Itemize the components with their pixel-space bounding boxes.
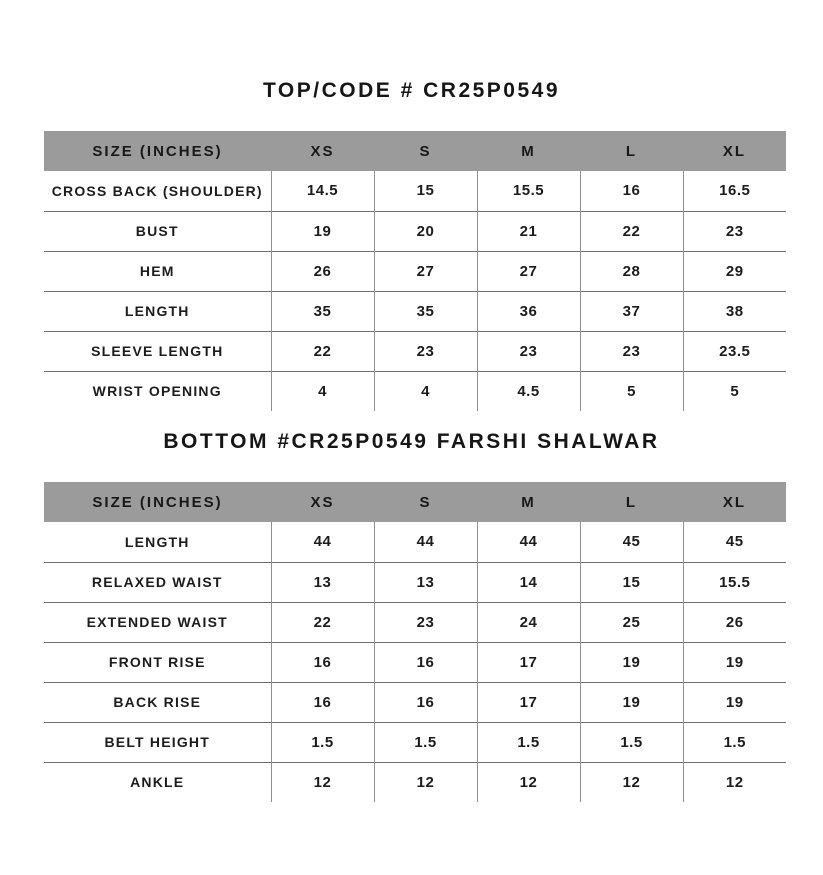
table-row xyxy=(44,171,786,211)
value-cell: 1.5 xyxy=(271,722,374,762)
value-cell: 44 xyxy=(271,522,374,562)
value-cell: 17 xyxy=(477,682,580,722)
value-cell: 27 xyxy=(374,251,477,291)
header-cell-m: M xyxy=(477,131,580,171)
value-cell: 14.5 xyxy=(271,171,374,211)
value-cell: 1.5 xyxy=(683,722,786,762)
row-label: SLEEVE LENGTH xyxy=(44,331,271,371)
header-cell-xs: XS xyxy=(271,482,374,522)
value-cell: 16 xyxy=(580,171,683,211)
value-cell: 13 xyxy=(271,562,374,602)
value-cell: 15.5 xyxy=(683,562,786,602)
value-cell: 20 xyxy=(374,211,477,251)
row-label: LENGTH xyxy=(44,522,271,562)
value-cell: 13 xyxy=(374,562,477,602)
header-cell-xl: XL xyxy=(683,131,786,171)
table-row xyxy=(44,762,786,802)
header-cell-size-inches: SIZE (INCHES) xyxy=(44,482,271,522)
header-cell-xs: XS xyxy=(271,131,374,171)
value-cell: 12 xyxy=(477,762,580,802)
value-cell: 19 xyxy=(271,211,374,251)
value-cell: 35 xyxy=(271,291,374,331)
bottom-section-title: BOTTOM #CR25P0549 FARSHI SHALWAR xyxy=(163,430,660,453)
row-label: HEM xyxy=(44,251,271,291)
value-cell: 28 xyxy=(580,251,683,291)
value-cell: 1.5 xyxy=(374,722,477,762)
table-row xyxy=(44,291,786,331)
table-row xyxy=(44,211,786,251)
bottom-size-section xyxy=(0,411,823,802)
value-cell: 38 xyxy=(683,291,786,331)
header-cell-s: S xyxy=(374,131,477,171)
table-row xyxy=(44,562,786,602)
value-cell: 37 xyxy=(580,291,683,331)
table-row xyxy=(44,642,786,682)
value-cell: 12 xyxy=(580,762,683,802)
value-cell: 23.5 xyxy=(683,331,786,371)
value-cell: 16 xyxy=(374,682,477,722)
value-cell: 44 xyxy=(374,522,477,562)
value-cell: 23 xyxy=(374,602,477,642)
header-cell-l: L xyxy=(580,131,683,171)
table-row xyxy=(44,371,786,411)
value-cell: 22 xyxy=(271,602,374,642)
value-cell: 45 xyxy=(683,522,786,562)
value-cell: 4 xyxy=(374,371,477,411)
value-cell: 23 xyxy=(477,331,580,371)
value-cell: 1.5 xyxy=(580,722,683,762)
value-cell: 44 xyxy=(477,522,580,562)
table-row xyxy=(44,682,786,722)
row-label: FRONT RISE xyxy=(44,642,271,682)
row-label: BELT HEIGHT xyxy=(44,722,271,762)
header-cell-s: S xyxy=(374,482,477,522)
value-cell: 14 xyxy=(477,562,580,602)
row-label: EXTENDED WAIST xyxy=(44,602,271,642)
table-row xyxy=(44,251,786,291)
value-cell: 26 xyxy=(683,602,786,642)
value-cell: 16.5 xyxy=(683,171,786,211)
value-cell: 19 xyxy=(580,642,683,682)
value-cell: 23 xyxy=(683,211,786,251)
value-cell: 15 xyxy=(580,562,683,602)
value-cell: 23 xyxy=(580,331,683,371)
table-row xyxy=(44,722,786,762)
bottom-size-table xyxy=(44,482,786,802)
value-cell: 15 xyxy=(374,171,477,211)
size-table-header-row xyxy=(44,131,786,171)
header-cell-size-inches: SIZE (INCHES) xyxy=(44,131,271,171)
value-cell: 1.5 xyxy=(477,722,580,762)
header-cell-xl: XL xyxy=(683,482,786,522)
table-row xyxy=(44,602,786,642)
value-cell: 27 xyxy=(477,251,580,291)
size-table-header-row xyxy=(44,482,786,522)
row-label: LENGTH xyxy=(44,291,271,331)
value-cell: 4 xyxy=(271,371,374,411)
value-cell: 21 xyxy=(477,211,580,251)
top-size-table xyxy=(44,131,786,411)
value-cell: 22 xyxy=(271,331,374,371)
value-cell: 23 xyxy=(374,331,477,371)
value-cell: 4.5 xyxy=(477,371,580,411)
value-cell: 12 xyxy=(271,762,374,802)
value-cell: 19 xyxy=(683,642,786,682)
value-cell: 5 xyxy=(683,371,786,411)
value-cell: 16 xyxy=(271,682,374,722)
row-label: BUST xyxy=(44,211,271,251)
value-cell: 35 xyxy=(374,291,477,331)
row-label: RELAXED WAIST xyxy=(44,562,271,602)
value-cell: 45 xyxy=(580,522,683,562)
table-row xyxy=(44,331,786,371)
value-cell: 12 xyxy=(374,762,477,802)
value-cell: 12 xyxy=(683,762,786,802)
value-cell: 17 xyxy=(477,642,580,682)
top-section-title: TOP/CODE # CR25P0549 xyxy=(262,79,561,102)
top-size-section xyxy=(0,0,823,411)
value-cell: 15.5 xyxy=(477,171,580,211)
value-cell: 25 xyxy=(580,602,683,642)
row-label: ANKLE xyxy=(44,762,271,802)
value-cell: 29 xyxy=(683,251,786,291)
value-cell: 26 xyxy=(271,251,374,291)
row-label: BACK RISE xyxy=(44,682,271,722)
row-label: CROSS BACK (SHOULDER) xyxy=(44,171,271,211)
value-cell: 22 xyxy=(580,211,683,251)
value-cell: 19 xyxy=(580,682,683,722)
value-cell: 19 xyxy=(683,682,786,722)
row-label: WRIST OPENING xyxy=(44,371,271,411)
value-cell: 36 xyxy=(477,291,580,331)
value-cell: 5 xyxy=(580,371,683,411)
value-cell: 24 xyxy=(477,602,580,642)
header-cell-l: L xyxy=(580,482,683,522)
value-cell: 16 xyxy=(271,642,374,682)
value-cell: 16 xyxy=(374,642,477,682)
table-row xyxy=(44,522,786,562)
header-cell-m: M xyxy=(477,482,580,522)
